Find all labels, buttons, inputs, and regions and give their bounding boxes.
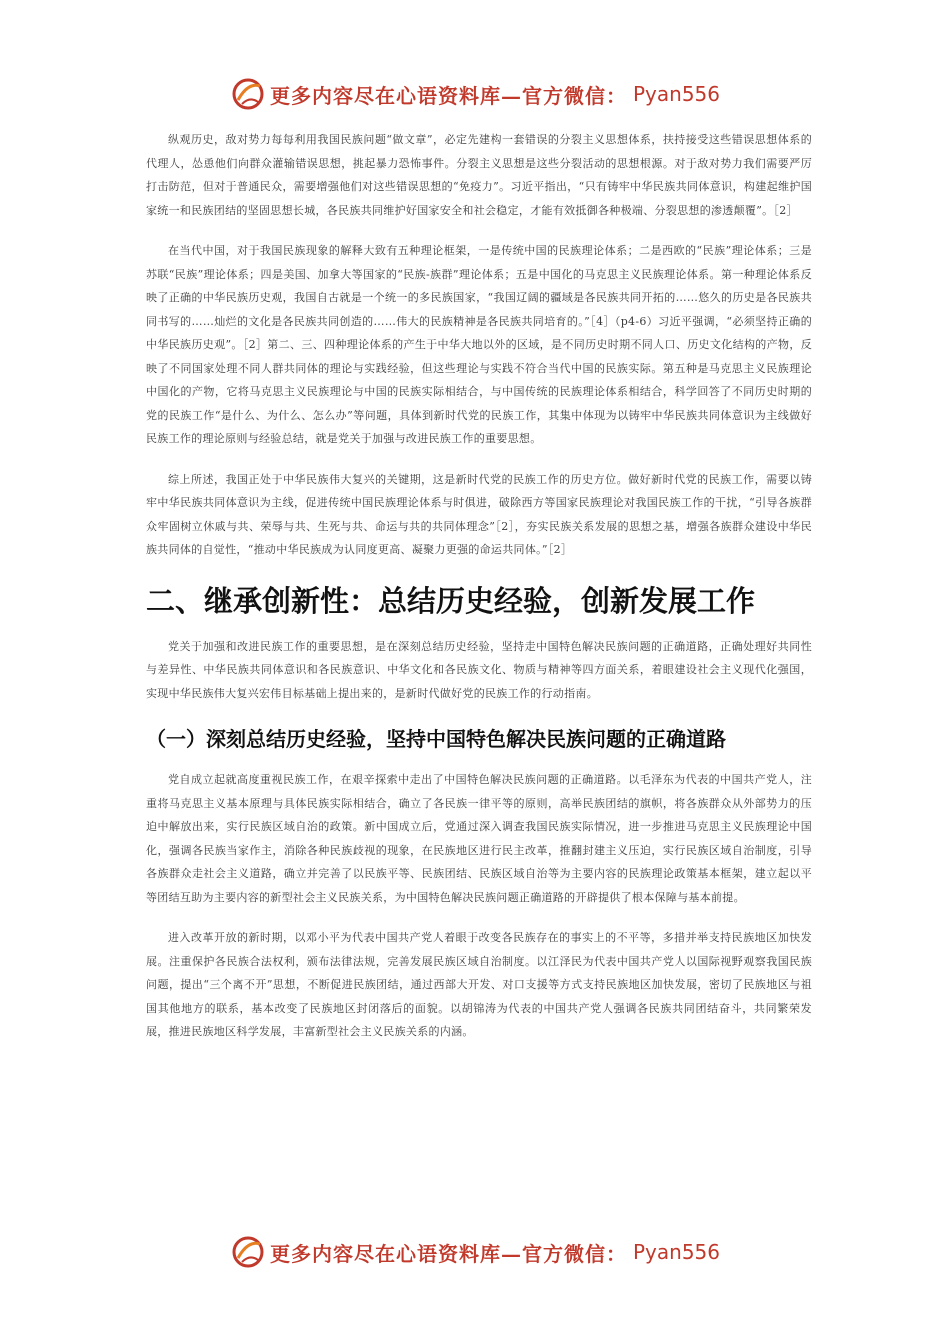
watermark-banner-top: [0, 72, 950, 116]
paragraph-intro-1: 纵观历史，敌对势力每每利用我国民族问题“做文章”，必定先建构一套错误的分裂主义思想体系，扶持接受这些错误思想体系的代理人，怂恿他们向群众灌输错误思想，挑起暴力恐怖事件。分裂主义思想是这些分裂活动的思想根源。对于敌对势力我们需要严厉打击防范，但对于普通民众，需要增强他们对这些错误思想的“免疫力”。习近平指出，“只有铸牢中华民族共同体意识，构建起维护国家统一和民族团结的坚固思想长城，各民族共同维护好国家安全和社会稳定，才能有效抵御各种极端、分裂思想的渗透颠覆”。［2］: [146, 133, 812, 217]
paragraph-section-intro: 党关于加强和改进民族工作的重要思想，是在深刻总结历史经验，坚持走中国特色解决民族问题的正确道路，正确处理好共同性与差异性、中华民族共同体意识和各民族意识、中华文化和各民族文化、物质与精神等四方面关系，着眼建设社会主义现代化强国，实现中华民族伟大复兴宏伟目标基础上提出来的，是新时代做好党的民族工作的行动指南。: [146, 639, 812, 700]
paragraph-sub-2: 进入改革开放的新时期，以邓小平为代表中国共产党人着眼于改变各民族存在的事实上的不平等，多措并举支持民族地区加快发展。注重保护各民族合法权利，颁布法律法规，完善发展民族区域自治制度。以江泽民为代表中国共产党人以国际视野观察我国民族问题，提出“三个离不开”思想，不断促进民族团结，通过西部大开发、对口支援等方式支持民族地区加快发展，密切了民族地区与祖国其他地方的联系，基本改变了民族地区封闭落后的面貌。以胡锦涛为代表的中国共产党人强调各民族共同团结奋斗，共同繁荣发展，推进民族地区科学发展，丰富新型社会主义民族关系的内涵。: [146, 931, 812, 1038]
section-heading: 二、继承创新性：总结历史经验，创新发展工作: [146, 583, 756, 618]
paragraph-sub-1: 党自成立起就高度重视民族工作，在艰辛探索中走出了中国特色解决民族问题的正确道路。以毛泽东为代表的中国共产党人，注重将马克思主义基本原理与具体民族实际相结合，确立了各民族一律平等的原则，高举民族团结的旗帜，将各族群众从外部势力的压迫中解放出来，实行民族区域自治的政策。新中国成立后，党通过深入调查我国民族实际情况，进一步推进马克思主义民族理论中国化，强调各民族当家作主，消除各种民族歧视的现象，在民族地区进行民主改革，推翻封建主义压迫，实行民族区域自治制度，引导各族群众走社会主义道路，确立并完善了以民族平等、民族团结、民族区域自治等为主要内容的民族理论政策基本框架，建立起以平等团结互助为主要内容的新型社会主义民族关系，为中国特色解决民族问题正确道路的开辟提供了根本保障与基本前提。: [146, 773, 812, 904]
watermark-banner-bottom: [0, 1230, 950, 1274]
watermark-wechat-id: Pyan556: [632, 1240, 720, 1264]
document-body: [146, 128, 812, 1061]
paragraph-intro-3: 综上所述，我国正处于中华民族伟大复兴的关键期，这是新时代党的民族工作的历史方位。做好新时代党的民族工作，需要以铸牢中华民族共同体意识为主线，促进传统中国民族理论体系与时俱进，破除西方等国家民族理论对我国民族工作的干扰，“引导各族群众牢固树立休戚与共、荣辱与共、生死与共、命运与共的共同体理念”［2］，夯实民族关系发展的思想之基，增强各族群众建设中华民族共同体的自觉性，“推动中华民族成为认同度更高、凝聚力更强的命运共同体。”［2］: [146, 472, 812, 556]
paragraph-intro-2: 在当代中国，对于我国民族现象的解释大致有五种理论框架，一是传统中国的民族理论体系；二是西欧的“民族”理论体系；三是苏联“民族”理论体系；四是美国、加拿大等国家的“民族-族群”理论体系；五是中国化的马克思主义民族理论体系。第一种理论体系反映了正确的中华民族历史观，我国自古就是一个统一的多民族国家，“我国辽阔的疆域是各民族共同开拓的……悠久的历史是各民族共同书写的……灿烂的文化是各民族共同创造的……伟大的民族精神是各民族共同培育的。”［4］（p4-6）习近平强调，“必须坚持正确的中华民族历史观”。［2］第二、三、四种理论体系的产生于中华大地以外的区域，是不同历史时期不同人口、历史文化结构的产物，反映了不同国家处理不同人群共同体的理论与实践经验，但这些理论与实践不符合当代中国的民族实际。第五种是马克思主义民族理论中国化的产物，它将马克思主义民族理论与中国的民族实际相结合，与中国传统的民族理论体系相结合，科学回答了不同历史时期的党的民族工作“是什么、为什么、怎么办”等问题，具体到新时代党的民族工作，其集中体现为以铸牢中华民族共同体意识为主线做好民族工作的理论原则与经验总结，就是党关于加强与改进民族工作的重要思想。: [146, 244, 812, 445]
watermark-wechat-id: Pyan556: [632, 82, 720, 106]
watermark-logo-icon: [230, 76, 266, 112]
watermark-text: 更多内容尽在心语资料库—官方微信：: [269, 1241, 627, 1266]
watermark-logo-icon: [230, 1234, 266, 1270]
watermark-text: 更多内容尽在心语资料库—官方微信：: [269, 83, 627, 108]
subsection-heading: （一）深刻总结历史经验，坚持中国特色解决民族问题的正确道路: [146, 727, 726, 751]
